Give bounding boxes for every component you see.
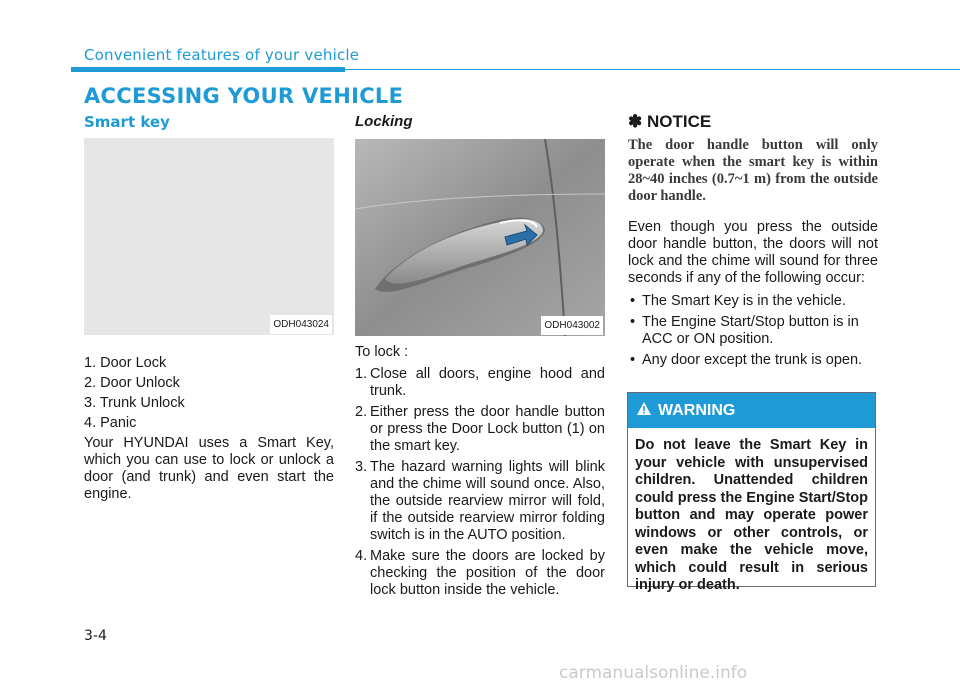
column-locking	[355, 110, 605, 603]
notice-symbol-icon: ✽	[628, 112, 643, 131]
list-item: 2. Door Unlock	[84, 375, 180, 391]
list-item	[355, 366, 605, 400]
list-item	[628, 352, 878, 369]
step-text: Close all doors, engine hood and trunk.	[370, 366, 605, 399]
notice-bold-text: The door handle button will only operate when the smart key is within 28~40 inches (0.7~1 m) from the outside door handle.	[628, 137, 878, 204]
locking-heading: Locking	[355, 113, 413, 130]
smart-key-heading: Smart key	[84, 113, 170, 131]
image-code: ODH043002	[541, 316, 603, 335]
warning-text: Do not leave the Smart Key in your vehicle with unsupervised children. Unattended children could press the Engine Start/Stop button and may operate power windows or other controls, or even make the vehicle move, which could result in serious injury or death.	[635, 437, 868, 593]
step-text: Make sure the doors are locked by checking the position of the door lock button inside the vehicle.	[370, 548, 605, 598]
list-item	[355, 548, 605, 599]
section-title: ACCESSING YOUR VEHICLE	[84, 84, 404, 108]
watermark: carmanualsonline.info	[559, 663, 748, 683]
bullet-dot: •	[630, 314, 636, 330]
header-accent-bar	[71, 67, 345, 72]
notice-heading	[628, 113, 878, 137]
step-number: 3.	[355, 459, 368, 475]
locking-steps	[355, 366, 605, 599]
bullet-dot: •	[630, 293, 636, 309]
step-number: 2.	[355, 404, 368, 420]
bullet-text: The Smart Key is in the vehicle.	[642, 293, 846, 309]
list-item	[355, 459, 605, 544]
list-item: 4. Panic	[84, 415, 137, 431]
bullet-text: The Engine Start/Stop button is in ACC or ON position.	[642, 314, 859, 347]
bullet-dot: •	[630, 352, 636, 368]
notice-title: NOTICE	[646, 112, 712, 131]
door-handle-drawing	[355, 139, 605, 336]
locking-intro: To lock :	[355, 344, 409, 360]
header-rule	[345, 69, 960, 70]
column-smart-key	[84, 110, 334, 503]
list-item: 3. Trunk Unlock	[84, 395, 185, 411]
page-number: 3-4	[84, 628, 107, 644]
warning-title: WARNING	[658, 401, 736, 419]
notice-paragraph: Even though you press the outside door handle button, the doors will not lock and the chime will sound for three seconds if any of the following occur:	[628, 219, 878, 286]
warning-box	[627, 392, 876, 593]
warning-triangle-icon	[636, 401, 652, 421]
step-number: 4.	[355, 548, 368, 564]
door-handle-photo	[355, 139, 605, 336]
step-text: Either press the door handle button or press the Door Lock button (1) on the smart key.	[370, 404, 605, 454]
smart-key-illustration	[84, 138, 334, 335]
smart-key-button-list	[84, 355, 334, 432]
step-text: The hazard warning lights will blink and the chime will sound once. Also, the outside rearview mirror will fold, if the outside rearview mirror folding switch is in the AUTO position.	[370, 459, 605, 543]
list-item	[628, 293, 878, 310]
column-notice	[628, 110, 878, 373]
warning-header	[628, 393, 875, 428]
image-code: ODH043024	[270, 315, 332, 334]
header-chapter-title: Convenient features of your vehicle	[84, 46, 360, 64]
list-item: 1. Door Lock	[84, 355, 167, 371]
list-item	[628, 314, 878, 348]
step-number: 1.	[355, 366, 368, 382]
notice-bullet-list	[628, 293, 878, 369]
smart-key-description: Your HYUNDAI uses a Smart Key, which you can use to lock or unlock a door (and trunk) and even start the engine.	[84, 435, 334, 502]
bullet-text: Any door except the trunk is open.	[642, 352, 863, 368]
list-item	[355, 404, 605, 455]
